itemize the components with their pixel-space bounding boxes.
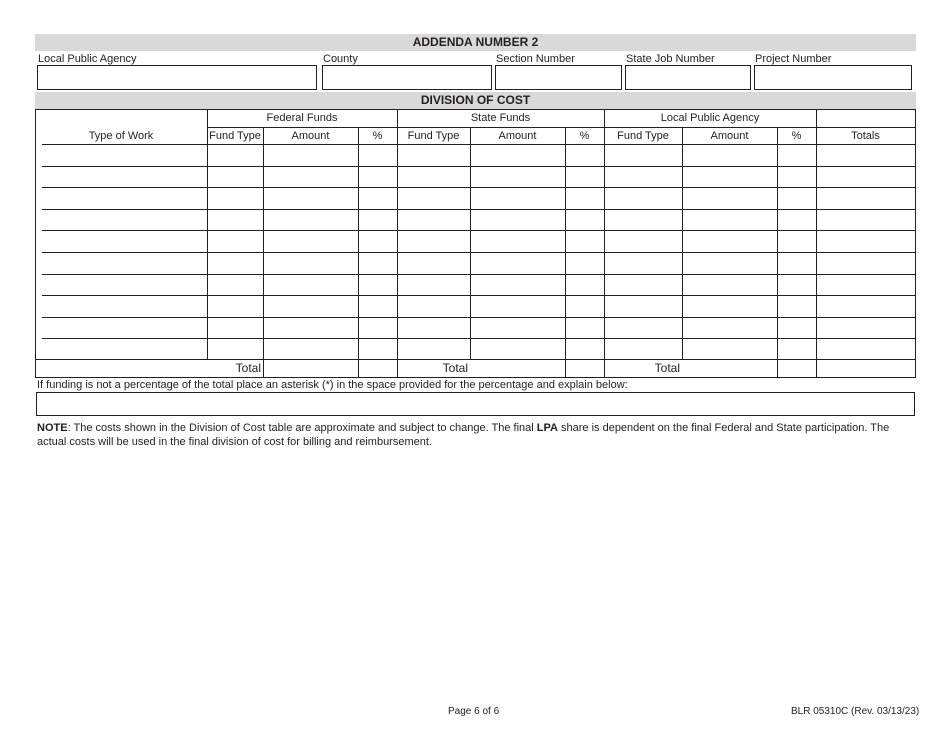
cost-cell[interactable] bbox=[360, 253, 395, 273]
note-text-2: share is dependent on the final Federal and State participation. The actual costs will be used in the final division of cost for billing and reimbursement. bbox=[37, 422, 890, 448]
cost-cell[interactable] bbox=[779, 167, 814, 186]
cost-cell[interactable] bbox=[37, 275, 205, 294]
note-lpa: LPA bbox=[536, 422, 558, 434]
cost-cell[interactable] bbox=[360, 231, 395, 251]
cost-cell[interactable] bbox=[606, 231, 680, 251]
cost-cell[interactable] bbox=[37, 339, 205, 358]
cost-cell[interactable] bbox=[567, 296, 602, 316]
total-cell[interactable] bbox=[265, 361, 356, 376]
note-prefix: NOTE bbox=[37, 422, 68, 434]
col-totals: Totals bbox=[851, 130, 880, 142]
cost-cell[interactable] bbox=[779, 253, 814, 273]
division-title: DIVISION OF COST bbox=[35, 92, 916, 109]
project-number-label: Project Number bbox=[755, 53, 832, 65]
cost-cell[interactable] bbox=[399, 339, 468, 358]
cost-cell[interactable] bbox=[606, 253, 680, 273]
cost-cell[interactable] bbox=[399, 275, 468, 294]
cost-cell[interactable] bbox=[472, 210, 563, 229]
cost-cell[interactable] bbox=[209, 167, 261, 186]
cost-cell[interactable] bbox=[818, 210, 913, 229]
state-job-number-label: State Job Number bbox=[626, 53, 715, 65]
cost-cell[interactable] bbox=[684, 231, 775, 251]
cost-cell[interactable] bbox=[684, 275, 775, 294]
cost-cell[interactable] bbox=[265, 275, 356, 294]
cost-cell[interactable] bbox=[472, 318, 563, 337]
total-cell[interactable] bbox=[360, 361, 395, 376]
addenda-title: ADDENDA NUMBER 2 bbox=[35, 34, 916, 51]
cost-cell[interactable] bbox=[360, 339, 395, 358]
total-cell[interactable] bbox=[567, 361, 602, 376]
cost-cell[interactable] bbox=[360, 296, 395, 316]
total-cell[interactable] bbox=[472, 361, 563, 376]
cost-cell[interactable] bbox=[818, 231, 913, 251]
cost-cell[interactable] bbox=[567, 231, 602, 251]
county-label: County bbox=[323, 53, 358, 65]
cost-cell[interactable] bbox=[37, 318, 205, 337]
note-text-1: : The costs shown in the Division of Cost table are approximate and subject to change. The final bbox=[67, 422, 537, 434]
cost-cell[interactable] bbox=[684, 210, 775, 229]
col-local-fund-type: Fund Type bbox=[617, 130, 669, 142]
cost-cell[interactable] bbox=[779, 318, 814, 337]
cost-cell[interactable] bbox=[472, 253, 563, 273]
cost-cell[interactable] bbox=[399, 318, 468, 337]
col-federal-fund-type: Fund Type bbox=[209, 130, 261, 142]
cost-cell[interactable] bbox=[360, 318, 395, 337]
col-state-fund-type: Fund Type bbox=[407, 130, 460, 142]
cost-cell[interactable] bbox=[606, 318, 680, 337]
cost-cell[interactable] bbox=[472, 275, 563, 294]
cost-cell[interactable] bbox=[37, 167, 205, 186]
page-number: Page 6 of 6 bbox=[448, 706, 500, 717]
cost-cell[interactable] bbox=[209, 231, 261, 251]
cost-cell[interactable] bbox=[37, 210, 205, 229]
funding-explanation-field[interactable] bbox=[36, 392, 915, 416]
lpa-label: Local Public Agency bbox=[38, 53, 137, 65]
section-number-label: Section Number bbox=[496, 53, 575, 65]
cost-cell[interactable] bbox=[779, 339, 814, 358]
cost-cell[interactable] bbox=[818, 253, 913, 273]
cost-cell[interactable] bbox=[567, 167, 602, 186]
cost-cell[interactable] bbox=[37, 188, 205, 208]
cost-cell[interactable] bbox=[360, 188, 395, 208]
cost-cell[interactable] bbox=[472, 167, 563, 186]
cost-cell[interactable] bbox=[265, 339, 356, 358]
cost-cell[interactable] bbox=[265, 296, 356, 316]
state-job-number-field[interactable] bbox=[625, 65, 751, 90]
total-cell[interactable] bbox=[818, 361, 913, 376]
cost-cell[interactable] bbox=[606, 275, 680, 294]
cost-cell[interactable] bbox=[265, 145, 356, 165]
section-number-field[interactable] bbox=[495, 65, 622, 90]
cost-cell[interactable] bbox=[779, 145, 814, 165]
cost-cell[interactable] bbox=[265, 188, 356, 208]
col-federal-percent: % bbox=[372, 130, 383, 142]
note-paragraph bbox=[37, 421, 915, 449]
cost-cell[interactable] bbox=[818, 318, 913, 337]
cost-cell[interactable] bbox=[209, 296, 261, 316]
cost-cell[interactable] bbox=[265, 318, 356, 337]
project-number-field[interactable] bbox=[754, 65, 912, 90]
cost-cell[interactable] bbox=[684, 296, 775, 316]
local-total-label: Total bbox=[654, 361, 680, 375]
cost-cell[interactable] bbox=[818, 275, 913, 294]
cost-cell[interactable] bbox=[606, 339, 680, 358]
cost-cell[interactable] bbox=[399, 253, 468, 273]
cost-cell[interactable] bbox=[399, 231, 468, 251]
cost-cell[interactable] bbox=[818, 296, 913, 316]
cost-cell[interactable] bbox=[779, 275, 814, 294]
col-type-of-work: Type of Work bbox=[88, 130, 154, 142]
cost-cell[interactable] bbox=[472, 231, 563, 251]
cost-cell[interactable] bbox=[818, 145, 913, 165]
cost-cell[interactable] bbox=[37, 231, 205, 251]
total-cell[interactable] bbox=[684, 361, 775, 376]
cost-cell[interactable] bbox=[684, 145, 775, 165]
cost-cell[interactable] bbox=[567, 145, 602, 165]
state-total-label: Total bbox=[442, 361, 468, 375]
cost-cell[interactable] bbox=[360, 145, 395, 165]
cost-cell[interactable] bbox=[567, 339, 602, 358]
county-field[interactable] bbox=[322, 65, 492, 90]
cost-cell[interactable] bbox=[818, 339, 913, 358]
funding-note-label: If funding is not a percentage of the total place an asterisk (*) in the space provided for the percentage and explain below: bbox=[37, 379, 628, 391]
cost-cell[interactable] bbox=[399, 210, 468, 229]
cost-cell[interactable] bbox=[209, 339, 261, 358]
cost-cell[interactable] bbox=[399, 145, 468, 165]
col-local-amount: Amount bbox=[710, 130, 749, 142]
cost-cell[interactable] bbox=[684, 339, 775, 358]
cost-cell[interactable] bbox=[684, 253, 775, 273]
cost-cell[interactable] bbox=[360, 210, 395, 229]
cost-cell[interactable] bbox=[606, 188, 680, 208]
col-federal-amount: Amount bbox=[291, 130, 330, 142]
cost-cell[interactable] bbox=[265, 210, 356, 229]
total-cell[interactable] bbox=[779, 361, 814, 376]
cost-cell[interactable] bbox=[265, 253, 356, 273]
cost-cell[interactable] bbox=[779, 231, 814, 251]
state-funds-header: State Funds bbox=[470, 112, 531, 124]
cost-cell[interactable] bbox=[818, 167, 913, 186]
cost-cell[interactable] bbox=[265, 231, 356, 251]
cost-cell[interactable] bbox=[399, 296, 468, 316]
cost-cell[interactable] bbox=[399, 188, 468, 208]
cost-cell[interactable] bbox=[472, 188, 563, 208]
cost-cell[interactable] bbox=[209, 318, 261, 337]
cost-cell[interactable] bbox=[37, 253, 205, 273]
form-id: BLR 05310C (Rev. 03/13/23) bbox=[791, 706, 920, 717]
cost-cell[interactable] bbox=[684, 167, 775, 186]
cost-cell[interactable] bbox=[567, 318, 602, 337]
cost-cell[interactable] bbox=[209, 275, 261, 294]
cost-cell[interactable] bbox=[37, 296, 205, 316]
cost-cell[interactable] bbox=[472, 145, 563, 165]
local-public-agency-header: Local Public Agency bbox=[660, 112, 760, 124]
cost-cell[interactable] bbox=[37, 145, 205, 165]
cost-cell[interactable] bbox=[209, 145, 261, 165]
cost-cell[interactable] bbox=[399, 167, 468, 186]
cost-cell[interactable] bbox=[779, 296, 814, 316]
cost-cell[interactable] bbox=[209, 210, 261, 229]
col-state-amount: Amount bbox=[498, 130, 537, 142]
cost-cell[interactable] bbox=[360, 167, 395, 186]
cost-cell[interactable] bbox=[606, 296, 680, 316]
cost-cell[interactable] bbox=[265, 167, 356, 186]
cost-cell[interactable] bbox=[472, 339, 563, 358]
cost-cell[interactable] bbox=[606, 167, 680, 186]
lpa-field[interactable] bbox=[37, 65, 317, 90]
cost-cell[interactable] bbox=[567, 210, 602, 229]
cost-cell[interactable] bbox=[779, 188, 814, 208]
cost-cell[interactable] bbox=[684, 318, 775, 337]
cost-cell[interactable] bbox=[606, 145, 680, 165]
federal-funds-header: Federal Funds bbox=[266, 112, 338, 124]
cost-cell[interactable] bbox=[684, 188, 775, 208]
cost-cell[interactable] bbox=[779, 210, 814, 229]
cost-cell[interactable] bbox=[567, 188, 602, 208]
cost-cell[interactable] bbox=[606, 210, 680, 229]
cost-cell[interactable] bbox=[567, 275, 602, 294]
col-state-percent: % bbox=[579, 130, 590, 142]
cost-cell[interactable] bbox=[818, 188, 913, 208]
cost-cell[interactable] bbox=[472, 296, 563, 316]
cost-cell[interactable] bbox=[209, 253, 261, 273]
col-local-percent: % bbox=[791, 130, 802, 142]
cost-cell[interactable] bbox=[567, 253, 602, 273]
federal-total-label: Total bbox=[235, 361, 261, 375]
cost-cell[interactable] bbox=[360, 275, 395, 294]
cost-cell[interactable] bbox=[209, 188, 261, 208]
